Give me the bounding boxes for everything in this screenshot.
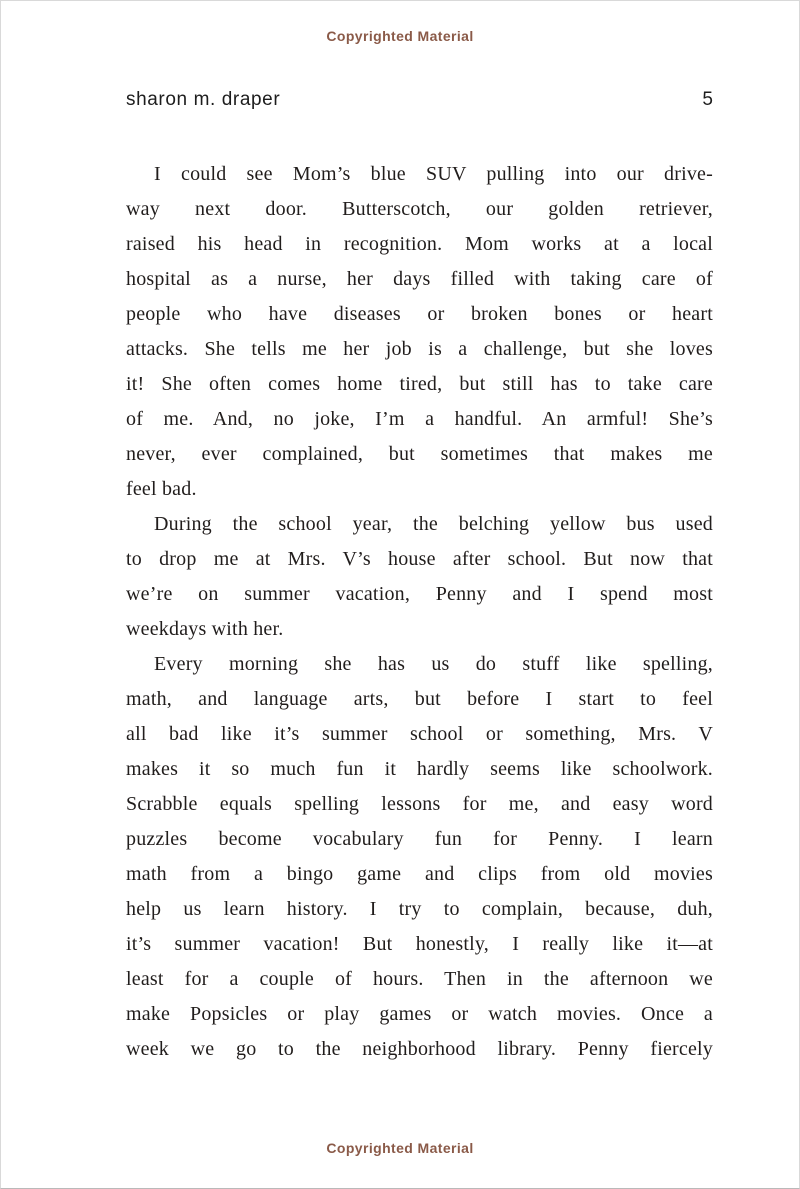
copyright-notice-top: Copyrighted Material (326, 28, 474, 44)
text-line: all bad like it’s summer school or something, Mrs. V (126, 723, 713, 745)
text-line: I could see Mom’s blue SUV pulling into our drive- (154, 163, 713, 185)
text-line: it! She often comes home tired, but still has to take care (126, 373, 713, 395)
text-line: it’s summer vacation! But honestly, I really like it—at (126, 933, 713, 955)
text-line: raised his head in recognition. Mom works at a local (126, 233, 713, 255)
copyright-notice-bottom: Copyrighted Material (326, 1140, 474, 1156)
text-line: math, and language arts, but before I start to feel (126, 688, 713, 710)
paragraph (126, 647, 713, 1067)
page-number: 5 (702, 89, 713, 110)
text-line: of me. And, no joke, I’m a handful. An armful! She’s (126, 408, 713, 430)
text-line: way next door. Butterscotch, our golden retriever, (126, 198, 713, 220)
text-line: weekdays with her. (126, 618, 284, 640)
paragraph (126, 157, 713, 507)
text-line: least for a couple of hours. Then in the afternoon we (126, 968, 713, 990)
paragraph (126, 507, 713, 647)
text-line: Every morning she has us do stuff like spelling, (154, 653, 713, 675)
text-line: attacks. She tells me her job is a challenge, but she loves (126, 338, 713, 360)
author-name: sharon m. draper (126, 89, 281, 110)
text-line: During the school year, the belching yellow bus used (154, 513, 713, 535)
text-line: math from a bingo game and clips from old movies (126, 863, 713, 885)
text-line: we’re on summer vacation, Penny and I spend most (126, 583, 713, 605)
text-line: never, ever complained, but sometimes that makes me (126, 443, 713, 465)
text-line: help us learn history. I try to complain, because, duh, (126, 898, 713, 920)
text-line: people who have diseases or broken bones or heart (126, 303, 713, 325)
text-line: puzzles become vocabulary fun for Penny. I learn (126, 828, 713, 850)
text-line: hospital as a nurse, her days filled with taking care of (126, 268, 713, 290)
text-line: to drop me at Mrs. V’s house after school. But now that (126, 548, 713, 570)
text-line: make Popsicles or play games or watch movies. Once a (126, 1003, 713, 1025)
text-line: week we go to the neighborhood library. Penny fiercely (126, 1038, 713, 1060)
text-line: feel bad. (126, 478, 197, 500)
text-line: makes it so much fun it hardly seems like schoolwork. (126, 758, 713, 780)
running-header (126, 89, 713, 111)
text-line: Scrabble equals spelling lessons for me, and easy word (126, 793, 713, 815)
book-text (126, 157, 713, 1067)
